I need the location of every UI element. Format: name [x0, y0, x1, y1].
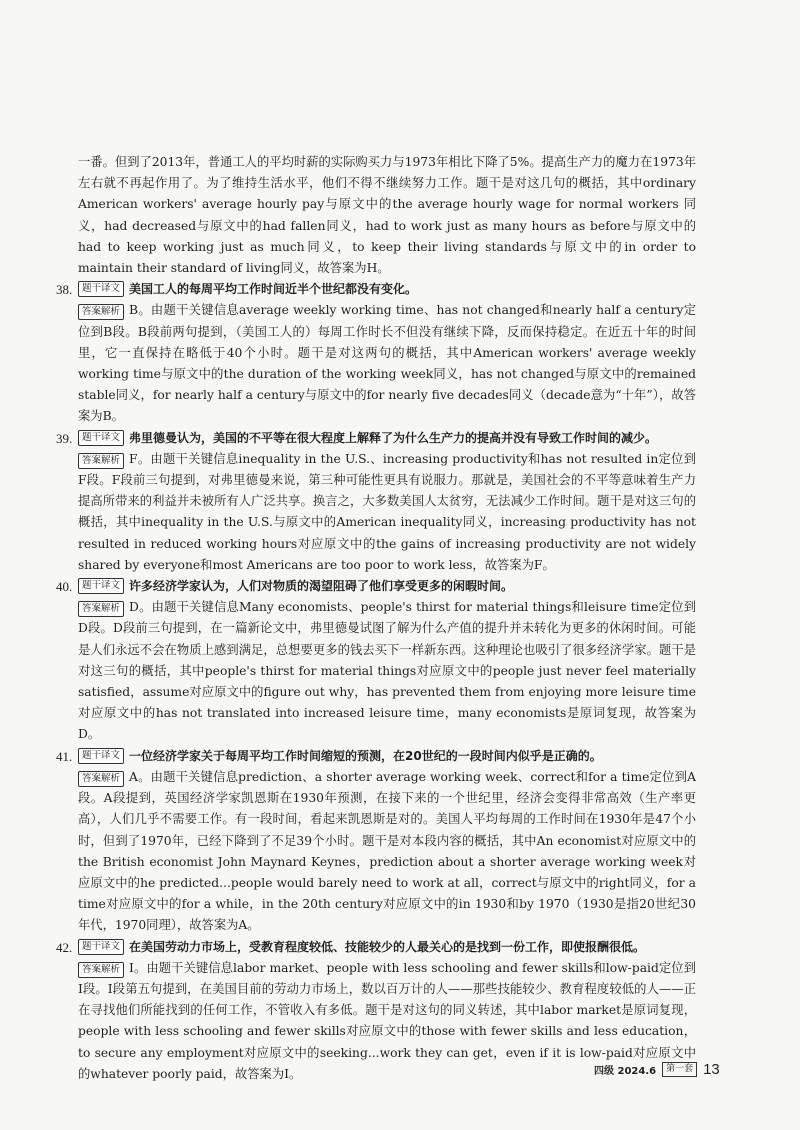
question-stem: 在美国劳动力市场上，受教育程度较低、技能较少的人最关心的是找到一份工作，即使报酬很低。 — [129, 939, 646, 954]
question-stem: 弗里德曼认为，美国的不平等在很大程度上解释了为什么生产力的提高并没有导致工作时间的减少。 — [129, 430, 658, 445]
question-line — [56, 746, 696, 767]
translation-tag: 题干译文 — [78, 939, 124, 955]
question-stem: 许多经济学家认为，人们对物质的渴望阻碍了他们享受更多的闲暇时间。 — [129, 579, 514, 594]
analysis-text: I。由题干关键信息labor market、people with less schooling and fewer skills和low-paid定位到I段。I段第五句提到，在美国目前的劳动力市场上，数以百万计的人——那些技能较少、教育程度较低的人——正在寻找他们所能找到的任何工作，不管收入有多低。题干是对这句的同义转述，其中labor market是原词复现，people with less schooling and fewer skills对应原文中的those with fewer skills and less education，to secure any employment对应原文中的seeking...work they can get，even if it is low-paid对应原文中的whatever poorly paid，故答案为I。 — [78, 960, 696, 1081]
question-item-38 — [56, 279, 696, 427]
footer-volume-badge: 第一套 — [662, 1062, 697, 1077]
analysis-text: B。由题干关键信息average weekly working time、has not changed和nearly half a century定位到B段。B段前两句提到，（美国工人的）每周工作时长不但没有继续下降，反而保持稳定。在近五十年的时间里，它一直保持在略低于40个小时。题干是对这两句的概括，其中American workers' average weekly working time与原文中的the duration of the working week同义，has not changed与原文中的remained stable同义，for nearly half a century与原文中的for nearly five decades同义（decade意为“十年”），故答案为B。 — [78, 303, 696, 424]
question-line — [56, 279, 696, 300]
analysis-tag: 答案解析 — [78, 453, 124, 469]
analysis-tag: 答案解析 — [78, 962, 124, 978]
translation-tag: 题干译文 — [78, 748, 124, 764]
question-line — [56, 937, 696, 958]
intro-paragraph: 一番。但到了2013年，普通工人的平均时薪的实际购买力与1973年相比下降了5%。提高生产力的魔力在1973年左右就不再起作用了。为了维持生活水平，他们不得不继续努力工作。题干是对这几句的概括，其中ordinary American workers' average hourly pay与原文中的the average hourly wage for normal workers 同义，had decreased与原文中的had fallen同义，had to work just as many hours as before与原文中的had to keep working just as much同义，to keep their living standards与原文中的in order to maintain their standard of living同义，故答案为H。 — [78, 155, 696, 276]
question-stem: 美国工人的每周平均工作时间近半个世纪都没有变化。 — [129, 282, 418, 297]
question-number: 42. — [56, 939, 73, 955]
analysis-paragraph — [78, 449, 696, 576]
analysis-tag: 答案解析 — [78, 601, 124, 617]
analysis-tag: 答案解析 — [78, 304, 124, 320]
question-item-40 — [56, 576, 696, 746]
footer-label: 四级 2024.6 — [594, 1066, 657, 1077]
page-footer — [594, 1061, 744, 1078]
main-content — [56, 152, 696, 1085]
question-line — [56, 428, 696, 449]
question-item-41 — [56, 746, 696, 937]
analysis-text: F。由题干关键信息inequality in the U.S.、increasing productivity和has not resulted in定位到F段。F段前三句提到，对弗里德曼来说，第三种可能性更具有说服力。那就是，美国社会的不平等意味着生产力提高所带来的利益并未被所有人广泛共享。换言之，大多数美国人太贫穷，无法减少工作时间。题干是对这三句的概括，其中inequality in the U.S.与原文中的American inequality同义，increasing productivity has not resulted in reduced working hours对应原文中的the gains of increasing productivity are not widely shared by everyone和most Americans are too poor to work less，故答案为F。 — [78, 451, 696, 572]
question-stem: 一位经济学家关于每周平均工作时间缩短的预测，在20世纪的一段时间内似乎是正确的。 — [129, 748, 602, 763]
analysis-paragraph — [78, 300, 696, 427]
analysis-text: D。由题干关键信息Many economists、people's thirst for material things和leisure time定位到D段。D段前三句提到，在一篇新论文中，弗里德曼试图了解为什么产值的提升并未转化为更多的休闲时间。可能是人们永远不会在物质上感到满足，总想要更多的钱去买下一样新东西。这种理论也吸引了很多经济学家。题干是对这三句的概括，其中people's thirst for material things对应原文中的people just never feel materially satisfied，assume对应原文中的figure out why，has prevented them from enjoying more leisure time对应原文中的has not translated into increased leisure time，many economists是原词复现，故答案为D。 — [78, 600, 696, 742]
analysis-paragraph — [78, 767, 696, 937]
analysis-tag: 答案解析 — [78, 771, 124, 787]
translation-tag: 题干译文 — [78, 430, 124, 446]
question-number: 40. — [56, 579, 73, 595]
question-number: 41. — [56, 748, 73, 764]
page-number: 13 — [703, 1061, 720, 1078]
analysis-text: A。由题干关键信息prediction、a shorter average working week、correct和for a time定位到A段。A段提到，英国经济学家凯恩斯在1930年预测，在接下来的一个世纪里，经济会变得非常高效（生产率更高），人们几乎不需要工作。有一段时间，看起来凯恩斯是对的。美国人平均每周的工作时间在1930年是47个小时，但到了1970年，已经下降到了不足39个小时。题干是对本段内容的概括，其中An economist对应原文中的the British economist John Maynard Keynes，prediction about a shorter average working week对应原文中的he predicted...people would barely need to work at all，correct与原文中的right同义，for a time对应原文中的for a while，in the 20th century对应原文中的in 1930和by 1970（1930是指20世纪30年代，1970同理），故答案为A。 — [78, 769, 696, 933]
translation-tag: 题干译文 — [78, 578, 124, 594]
question-line — [56, 576, 696, 597]
analysis-paragraph — [78, 597, 696, 745]
question-item-39 — [56, 428, 696, 576]
question-number: 38. — [56, 282, 73, 298]
question-number: 39. — [56, 430, 73, 446]
translation-tag: 题干译文 — [78, 281, 124, 297]
